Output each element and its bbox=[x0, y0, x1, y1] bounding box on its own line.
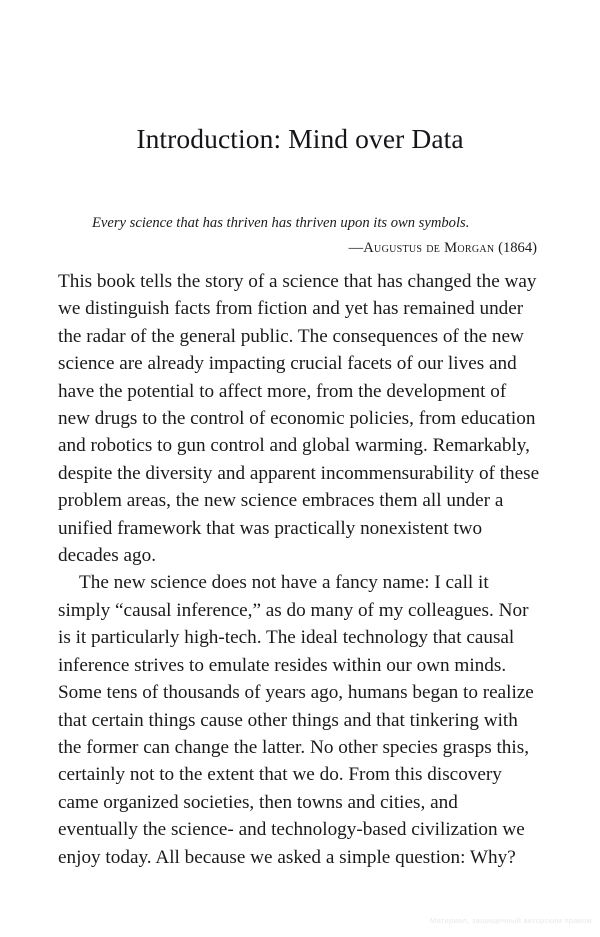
epigraph-dash: — bbox=[348, 240, 364, 257]
copyright-watermark: Материал, защищенный авторским правом bbox=[429, 916, 592, 925]
epigraph-year: (1864) bbox=[498, 240, 537, 257]
epigraph-block bbox=[92, 213, 540, 259]
epigraph-author: Augustus de Morgan bbox=[363, 240, 495, 257]
page-title: Introduction: Mind over Data bbox=[136, 123, 464, 154]
epigraph-attribution bbox=[92, 238, 540, 259]
body-text bbox=[58, 268, 542, 871]
epigraph-quote: Every science that has thriven has thriven upon its own symbols. bbox=[92, 215, 470, 231]
paragraph-2: The new science does not have a fancy name: I call it simply “causal inference,” as do many of my colleagues. Nor is it particularly high-tech. The ideal technology that causal inference strives to emulate resides within our own minds. Some tens of thousands of years ago, humans began to realize that certain things cause other things and that tinkering with the former can change the latter. No other species grasps this, certainly not to the extent that we do. From this discovery came organized societies, then towns and cities, and eventually the science- and technology-based civilization we enjoy today. All because we asked a simple question: Why? bbox=[58, 572, 534, 868]
paragraph-1: This book tells the story of a science that has changed the way we distinguish facts from fiction and yet has remained under the radar of the general public. The consequences of the new science are already impacting crucial facets of our lives and have the potential to affect more, from the development of new drugs to the control of economic policies, from education and robotics to gun control and global warming. Remarkably, despite the diversity and apparent incommensurability of these problem areas, the new science embraces them all under a unified framework that was practically nonexistent two decades ago. bbox=[58, 271, 540, 567]
